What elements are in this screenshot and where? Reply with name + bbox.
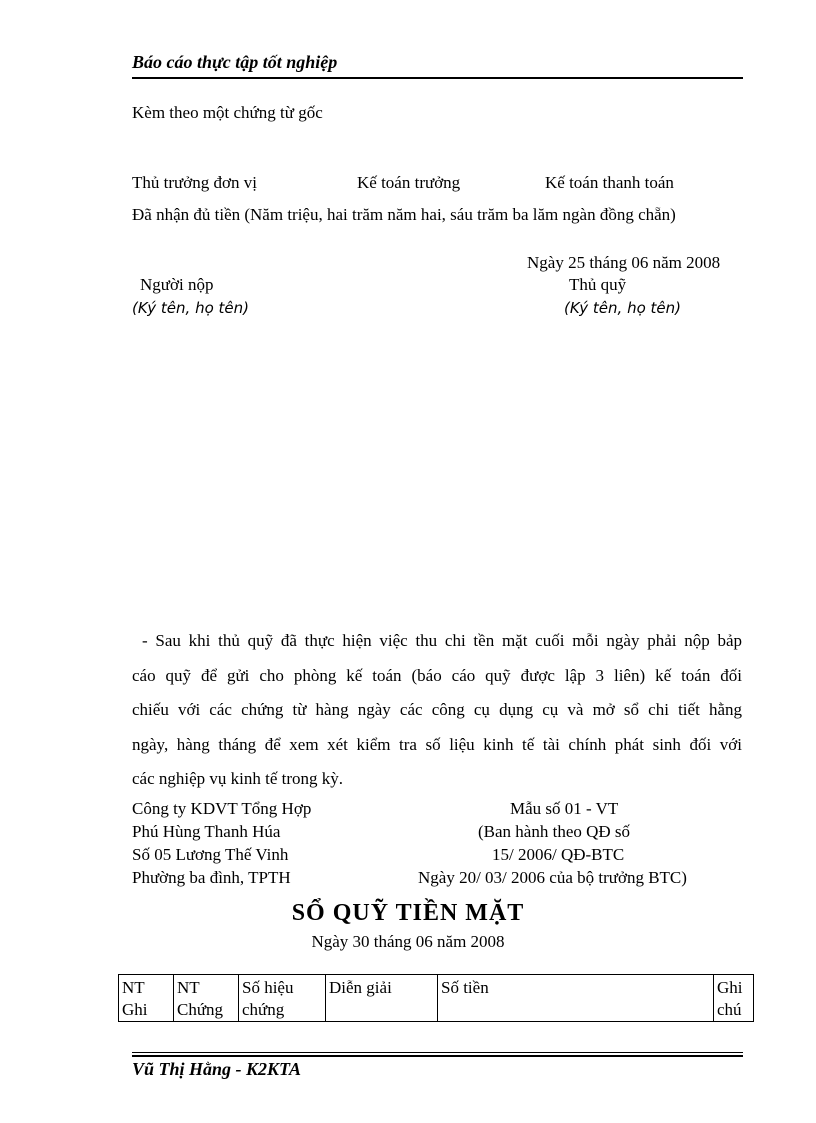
footer-author: Vũ Thị Hằng - K2KTA	[132, 1059, 302, 1079]
footer-rule-thin	[132, 1052, 743, 1053]
table-header-row	[119, 975, 754, 1022]
paragraph-line: các nghiệp vụ kinh tế trong kỳ.	[132, 769, 344, 788]
column-header: Số hiệu chứng	[239, 975, 326, 1022]
company-ward: Phường ba đình, TPTH	[132, 868, 291, 887]
footer-rule-thick	[132, 1055, 743, 1057]
signer-cashier: Thủ quỹ	[569, 275, 627, 294]
signer-payer-note: (Ký tên, họ tên)	[132, 299, 250, 317]
form-code: Mẫu số 01 - VT	[510, 799, 619, 818]
signer-chief-accountant: Kế toán trưởng	[357, 173, 461, 192]
form-decision: 15/ 2006/ QĐ-BTC	[492, 845, 625, 864]
column-header: NT Chứng	[174, 975, 239, 1022]
ledger-title: SỔ QUỸ TIỀN MẶT	[291, 900, 525, 926]
column-header: Số tiền	[438, 975, 714, 1022]
page-header-title: Báo cáo thực tập tốt nghiệp	[132, 52, 338, 72]
signer-unit-head: Thủ trưởng đơn vị	[132, 173, 257, 192]
company-name: Công ty KDVT Tổng Hợp	[132, 799, 312, 818]
paragraph-line: ngày, hàng tháng để xem xét kiểm tra số liệu kinh tế tài chính phát sinh đối với	[132, 734, 742, 754]
attachment-line: Kèm theo một chứng từ gốc	[132, 103, 323, 122]
signer-payment-accountant: Kế toán thanh toán	[545, 173, 674, 192]
body-paragraph	[132, 624, 742, 797]
header-rule	[132, 77, 743, 79]
company-address: Số 05 Lương Thế Vinh	[132, 845, 289, 864]
company-branch: Phú Hùng Thanh Húa	[132, 822, 281, 841]
receipt-date: Ngày 25 tháng 06 năm 2008	[527, 253, 721, 272]
signer-cashier-note: (Ký tên, họ tên)	[564, 299, 682, 317]
paragraph-line: chiếu với các chứng từ hàng ngày các công cụ dụng cụ và mở sổ chi tiết hằng	[132, 700, 742, 719]
paragraph-line: cáo quỹ để gửi cho phòng kế toán (báo cáo quỹ được lập 3 liên) kế toán đối	[132, 665, 742, 685]
ledger-date: Ngày 30 tháng 06 năm 2008	[311, 932, 505, 951]
column-header: NT Ghi	[119, 975, 174, 1022]
paragraph-line: - Sau khi thủ quỹ đã thực hiện việc thu chi tền mặt cuối mỗi ngày phải nộp bảp	[142, 631, 742, 650]
column-header: Diễn giải	[326, 975, 438, 1022]
column-header: Ghi chú	[714, 975, 754, 1022]
signer-payer: Người nộp	[140, 275, 214, 294]
received-amount-line: Đã nhận đủ tiền (Năm triệu, hai trăm năm hai, sáu trăm ba lăm ngàn đồng chẵn)	[132, 205, 676, 224]
cash-ledger-table	[118, 974, 754, 1022]
form-date: Ngày 20/ 03/ 2006 của bộ trưởng BTC)	[418, 868, 687, 887]
form-issued: (Ban hành theo QĐ số	[478, 822, 631, 841]
